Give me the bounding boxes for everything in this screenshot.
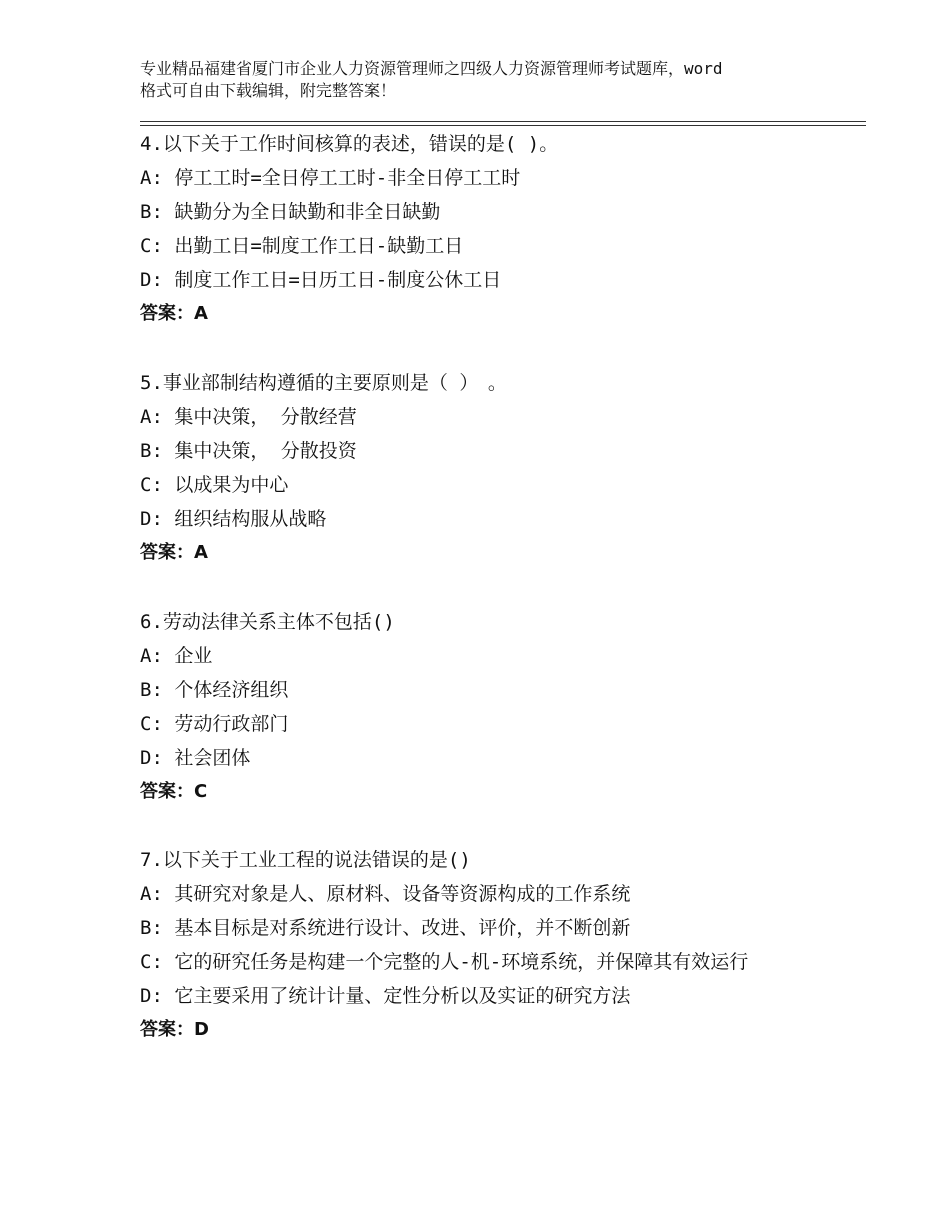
option-a: A: 集中决策， 分散经营	[140, 406, 357, 428]
option-c: C: 劳动行政部门	[140, 713, 289, 735]
option-b: B: 缺勤分为全日缺勤和非全日缺勤	[140, 201, 441, 223]
answer-label: 答案：A	[140, 542, 208, 563]
answer-label: 答案：D	[140, 1019, 209, 1040]
header-divider-bottom	[140, 125, 866, 126]
question-7	[140, 843, 820, 1047]
option-c: C: 以成果为中心	[140, 474, 289, 496]
option-d: D: 它主要采用了统计计量、定性分析以及实证的研究方法	[140, 985, 631, 1007]
option-b: B: 基本目标是对系统进行设计、改进、评价，并不断创新	[140, 917, 631, 939]
question-stem: 5.事业部制结构遵循的主要原则是（ ） 。	[140, 372, 507, 394]
option-a: A: 其研究对象是人、原材料、设备等资源构成的工作系统	[140, 883, 631, 905]
question-5	[140, 366, 820, 570]
option-d: D: 制度工作工日=日历工日-制度公休工日	[140, 269, 502, 291]
question-4	[140, 127, 820, 331]
answer-label: 答案：A	[140, 303, 208, 324]
option-a: A: 企业	[140, 645, 213, 667]
option-b: B: 集中决策， 分散投资	[140, 440, 357, 462]
option-c: C: 它的研究任务是构建一个完整的人-机-环境系统，并保障其有效运行	[140, 951, 749, 973]
question-6	[140, 605, 820, 809]
option-d: D: 组织结构服从战略	[140, 508, 327, 530]
option-d: D: 社会团体	[140, 747, 251, 769]
header-line-2: 格式可自由下载编辑，附完整答案！	[140, 81, 397, 100]
question-stem: 4.以下关于工作时间核算的表述，错误的是( )。	[140, 133, 559, 155]
option-c: C: 出勤工日=制度工作工日-缺勤工日	[140, 235, 464, 257]
header-divider-top	[140, 121, 866, 122]
answer-label: 答案：C	[140, 781, 208, 802]
header-line-1: 专业精品福建省厦门市企业人力资源管理师之四级人力资源管理师考试题库，word	[140, 59, 723, 78]
question-stem: 6.劳动法律关系主体不包括()	[140, 611, 395, 633]
option-b: B: 个体经济组织	[140, 679, 289, 701]
question-stem: 7.以下关于工业工程的说法错误的是()	[140, 849, 471, 871]
document-header	[140, 58, 840, 102]
option-a: A: 停工工时=全日停工工时-非全日停工工时	[140, 167, 521, 189]
